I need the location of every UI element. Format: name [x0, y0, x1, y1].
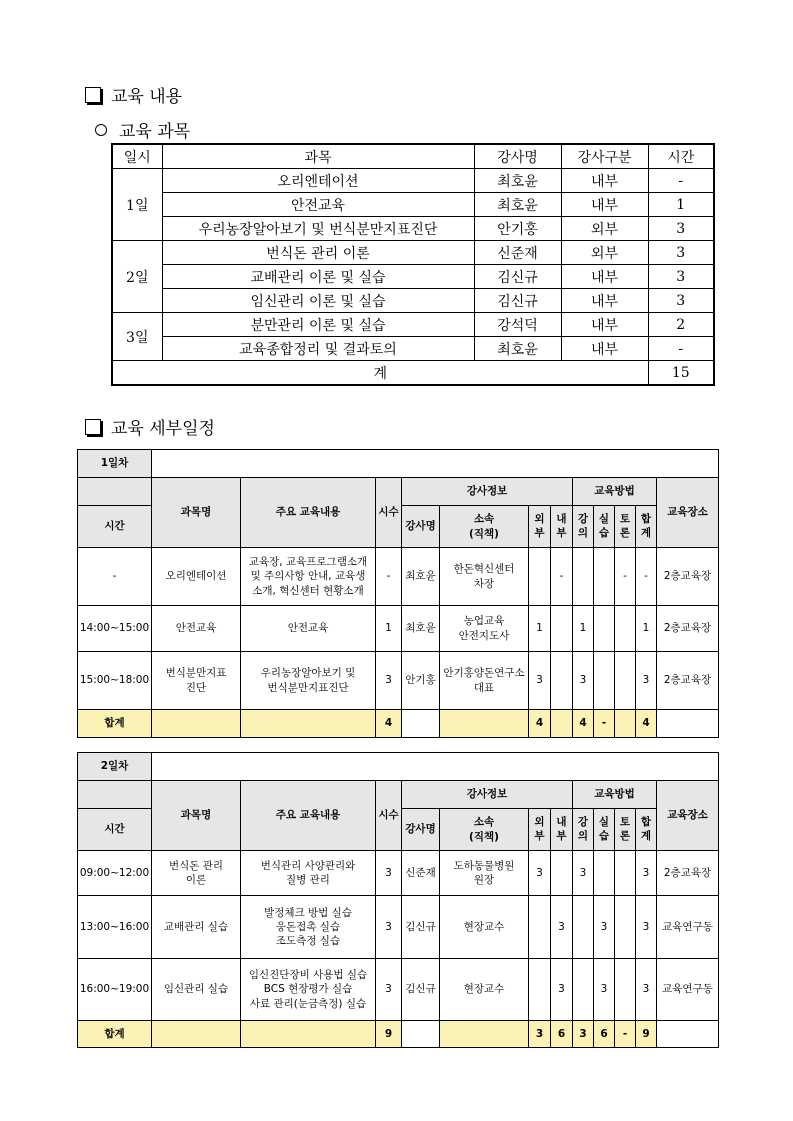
hours-cell: 3 [648, 265, 714, 289]
day-label: 1일차 [78, 450, 152, 478]
type-cell: 내부 [561, 265, 648, 289]
lecture-cell: 3 [573, 652, 594, 710]
header-date: 일시 [112, 144, 162, 169]
instructor-cell: 안기홍 [474, 217, 561, 241]
total-sum: 4 [636, 710, 657, 738]
total-discussion [615, 710, 636, 738]
total-practice: - [594, 710, 615, 738]
internal-cell: 3 [551, 959, 573, 1021]
sum-cell: 1 [636, 606, 657, 652]
instructor-cell: 김신규 [402, 896, 440, 959]
hours-cell: 3 [648, 241, 714, 265]
total-sum: 9 [636, 1021, 657, 1048]
total-hours: 15 [648, 361, 714, 386]
table-row [112, 217, 714, 241]
subject-cell: 오리엔테이션 [162, 169, 474, 193]
sum-cell: 3 [636, 959, 657, 1021]
sum-cell: 3 [636, 851, 657, 896]
empty-cell [440, 1021, 529, 1048]
hours-cell: 1 [376, 606, 402, 652]
header-internal: 내부 [551, 809, 573, 851]
checkbox-square-icon [85, 87, 101, 103]
place-cell: 2층교육장 [657, 851, 719, 896]
total-lecture: 3 [573, 1021, 594, 1048]
header-external: 외부 [529, 809, 551, 851]
hours-cell: - [648, 337, 714, 361]
instructor-cell: 강석덕 [474, 313, 561, 337]
internal-cell: - [551, 548, 573, 606]
header-content: 주요 교육내용 [241, 478, 376, 548]
section-heading-content [85, 82, 182, 107]
header-discussion: 토론 [615, 809, 636, 851]
header-instructor-type: 강사구분 [561, 144, 648, 169]
header-sum: 합계 [636, 809, 657, 851]
header-affiliation: 소속 (직책) [440, 809, 529, 851]
header-sum: 합계 [636, 506, 657, 548]
header-discussion: 토론 [615, 506, 636, 548]
affiliation-cell: 안기홍양돈연구소 대표 [440, 652, 529, 710]
subject-cell: 임신관리 이론 및 실습 [162, 289, 474, 313]
external-cell [529, 959, 551, 1021]
table-row [112, 313, 714, 337]
lecture-cell [573, 548, 594, 606]
internal-cell [551, 606, 573, 652]
schedule-row [78, 652, 719, 710]
place-cell: 2층교육장 [657, 548, 719, 606]
instructor-cell: 최호윤 [402, 548, 440, 606]
instructor-cell: 김신규 [474, 289, 561, 313]
external-cell [529, 896, 551, 959]
external-cell: 3 [529, 652, 551, 710]
table-row [112, 265, 714, 289]
day-cell: 2일 [112, 241, 162, 313]
external-cell [529, 548, 551, 606]
instructor-cell: 신준재 [402, 851, 440, 896]
subject-cell: 분만관리 이론 및 실습 [162, 313, 474, 337]
practice-cell: 3 [594, 959, 615, 1021]
table-row [112, 193, 714, 217]
empty-cell [241, 710, 376, 738]
external-cell: 1 [529, 606, 551, 652]
discussion-cell [615, 959, 636, 1021]
total-external: 3 [529, 1021, 551, 1048]
header-hours: 시간 [648, 144, 714, 169]
header-hours: 시수 [376, 478, 402, 548]
total-external: 4 [529, 710, 551, 738]
type-cell: 내부 [561, 169, 648, 193]
subject-cell: 우리농장알아보기 및 번식분만지표진단 [162, 217, 474, 241]
header-lecture: 강의 [573, 506, 594, 548]
section-title: 교육 세부일정 [111, 419, 215, 439]
day-label: 2일차 [78, 753, 152, 781]
hours-cell: 3 [376, 851, 402, 896]
header-lecture: 강의 [573, 809, 594, 851]
header-internal: 내부 [551, 506, 573, 548]
content-cell: 발정체크 방법 실습 웅돈접촉 실습 조도측정 실습 [241, 896, 376, 959]
header-hours: 시수 [376, 781, 402, 851]
total-discussion: - [615, 1021, 636, 1048]
total-label: 합계 [78, 1021, 152, 1048]
day1-schedule-table [77, 449, 719, 738]
hours-cell: - [648, 169, 714, 193]
subsection-title: 교육 과목 [119, 122, 191, 142]
discussion-cell [615, 606, 636, 652]
section-heading-schedule [85, 414, 215, 439]
practice-cell [594, 606, 615, 652]
lecture-cell [573, 896, 594, 959]
empty-cell [440, 710, 529, 738]
hours-cell: 3 [648, 289, 714, 313]
time-cell: 13:00~16:00 [78, 896, 152, 959]
discussion-cell [615, 851, 636, 896]
internal-cell [551, 652, 573, 710]
place-cell: 교육연구동 [657, 959, 719, 1021]
header-place: 교육장소 [657, 478, 719, 548]
instructor-cell: 최호윤 [474, 337, 561, 361]
instructor-cell: 최호윤 [402, 606, 440, 652]
hours-cell: 1 [648, 193, 714, 217]
empty-cell [402, 710, 440, 738]
hours-cell: 3 [376, 959, 402, 1021]
instructor-cell: 신준재 [474, 241, 561, 265]
hours-cell: 3 [376, 652, 402, 710]
header-subject: 과목명 [152, 781, 241, 851]
header-time: 시간 [78, 809, 152, 851]
empty-cell [657, 710, 719, 738]
lecture-cell: 1 [573, 606, 594, 652]
practice-cell [594, 652, 615, 710]
day2-schedule-table [77, 752, 719, 1048]
total-internal: 6 [551, 1021, 573, 1048]
empty-cell [241, 1021, 376, 1048]
header-instructor-info: 강사정보 [402, 478, 573, 506]
total-row [78, 710, 719, 738]
time-cell: 16:00~19:00 [78, 959, 152, 1021]
hours-cell: - [376, 548, 402, 606]
header-method: 교육방법 [573, 781, 657, 809]
total-practice: 6 [594, 1021, 615, 1048]
time-cell: 15:00~18:00 [78, 652, 152, 710]
type-cell: 내부 [561, 193, 648, 217]
practice-cell [594, 548, 615, 606]
header-practice: 실습 [594, 506, 615, 548]
subject-cell: 오리엔테이션 [152, 548, 241, 606]
subject-cell: 번식돈 관리 이론 [162, 241, 474, 265]
lecture-cell [573, 959, 594, 1021]
header-instructor-info: 강사정보 [402, 781, 573, 809]
place-cell: 교육연구동 [657, 896, 719, 959]
subject-cell: 교배관리 실습 [152, 896, 241, 959]
sum-cell: - [636, 548, 657, 606]
header-subject: 과목 [162, 144, 474, 169]
content-cell: 안전교육 [241, 606, 376, 652]
subject-cell: 안전교육 [152, 606, 241, 652]
type-cell: 내부 [561, 337, 648, 361]
discussion-cell [615, 652, 636, 710]
table-header-row [112, 144, 714, 169]
content-cell: 임신진단장비 사용법 실습 BCS 현장평가 실습 사료 관리(눈금측정) 실습 [241, 959, 376, 1021]
discussion-cell: - [615, 548, 636, 606]
content-cell: 우리농장알아보기 및 번식분만지표진단 [241, 652, 376, 710]
subject-cell: 교육종합정리 및 결과토의 [162, 337, 474, 361]
schedule-row [78, 548, 719, 606]
time-cell: 14:00~15:00 [78, 606, 152, 652]
empty-cell [152, 710, 241, 738]
total-internal [551, 710, 573, 738]
header-affiliation: 소속 (직책) [440, 506, 529, 548]
checkbox-square-icon [85, 419, 101, 435]
type-cell: 내부 [561, 289, 648, 313]
table-row [112, 337, 714, 361]
empty-cell [657, 1021, 719, 1048]
affiliation-cell: 농업교육 안전지도사 [440, 606, 529, 652]
time-cell: 09:00~12:00 [78, 851, 152, 896]
subject-cell: 임신관리 실습 [152, 959, 241, 1021]
instructor-cell: 최호윤 [474, 193, 561, 217]
header-content: 주요 교육내용 [241, 781, 376, 851]
table-row [112, 289, 714, 313]
schedule-row [78, 959, 719, 1021]
lecture-cell: 3 [573, 851, 594, 896]
header-method: 교육방법 [573, 478, 657, 506]
hours-cell: 3 [648, 217, 714, 241]
total-lecture: 4 [573, 710, 594, 738]
sum-cell: 3 [636, 652, 657, 710]
instructor-cell: 최호윤 [474, 169, 561, 193]
place-cell: 2층교육장 [657, 606, 719, 652]
discussion-cell [615, 896, 636, 959]
instructor-cell: 김신규 [402, 959, 440, 1021]
subsection-heading-subjects [95, 117, 190, 142]
day-cell: 1일 [112, 169, 162, 241]
subject-cell: 번식돈 관리 이론 [152, 851, 241, 896]
internal-cell [551, 851, 573, 896]
total-label: 계 [112, 361, 648, 386]
time-cell: - [78, 548, 152, 606]
practice-cell: 3 [594, 896, 615, 959]
instructor-cell: 김신규 [474, 265, 561, 289]
table-row [112, 169, 714, 193]
circle-bullet-icon [95, 124, 107, 136]
total-hours: 9 [376, 1021, 402, 1048]
affiliation-cell: 현장교수 [440, 896, 529, 959]
header-practice: 실습 [594, 809, 615, 851]
hours-cell: 2 [648, 313, 714, 337]
header-external: 외부 [529, 506, 551, 548]
type-cell: 내부 [561, 313, 648, 337]
day-cell: 3일 [112, 313, 162, 361]
subject-cell: 번식분만지표 진단 [152, 652, 241, 710]
type-cell: 외부 [561, 217, 648, 241]
schedule-row [78, 606, 719, 652]
section-title: 교육 내용 [111, 87, 183, 107]
subjects-overview-table [111, 143, 715, 386]
table-row [112, 241, 714, 265]
affiliation-cell: 도하동물병원 원장 [440, 851, 529, 896]
type-cell: 외부 [561, 241, 648, 265]
sum-cell: 3 [636, 896, 657, 959]
header-subject: 과목명 [152, 478, 241, 548]
place-cell: 2층교육장 [657, 652, 719, 710]
internal-cell: 3 [551, 896, 573, 959]
empty-cell [152, 1021, 241, 1048]
content-cell: 교육장, 교육프로그램소개 및 주의사항 안내, 교육생 소개, 혁신센터 현황소개 [241, 548, 376, 606]
practice-cell [594, 851, 615, 896]
empty-cell [402, 1021, 440, 1048]
hours-cell: 3 [376, 896, 402, 959]
header-instructor: 강사명 [474, 144, 561, 169]
schedule-row [78, 896, 719, 959]
header-instructor: 강사명 [402, 506, 440, 548]
total-row [78, 1021, 719, 1048]
external-cell: 3 [529, 851, 551, 896]
instructor-cell: 안기홍 [402, 652, 440, 710]
content-cell: 번식관리 사양관리와 질병 관리 [241, 851, 376, 896]
total-row [112, 361, 714, 386]
affiliation-cell: 현장교수 [440, 959, 529, 1021]
total-label: 합계 [78, 710, 152, 738]
schedule-row [78, 851, 719, 896]
subject-cell: 안전교육 [162, 193, 474, 217]
subject-cell: 교배관리 이론 및 실습 [162, 265, 474, 289]
header-instructor: 강사명 [402, 809, 440, 851]
header-time: 시간 [78, 506, 152, 548]
header-place: 교육장소 [657, 781, 719, 851]
affiliation-cell: 한돈혁신센터 차장 [440, 548, 529, 606]
total-hours: 4 [376, 710, 402, 738]
